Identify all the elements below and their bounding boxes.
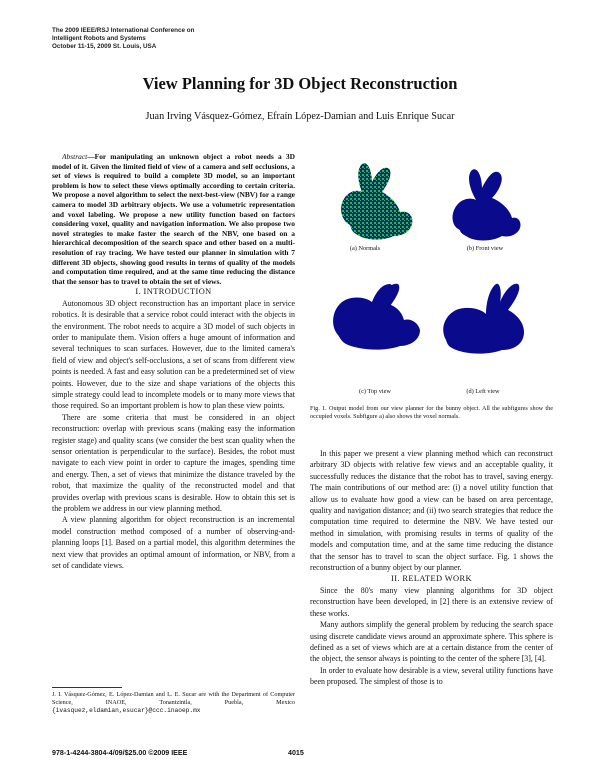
subcaption-c: (c) Top view xyxy=(359,388,391,395)
section-heading-related-work: II. RELATED WORK xyxy=(391,574,472,584)
abstract-label: Abstract xyxy=(62,152,88,161)
conference-header xyxy=(52,27,194,51)
paper-title: View Planning for 3D Object Reconstruction xyxy=(142,74,458,93)
bunny-top-view xyxy=(333,284,420,350)
isbn-line: 978-1-4244-3804-4/09/$25.00 ©2009 IEEE xyxy=(52,749,188,757)
figure-1 xyxy=(310,150,553,400)
paragraph: A view planning algorithm for object reconstruction is an incremental model construction method composed of a number of observing-and-planning loops [1]. Based on a partial model, this algorithm determines the next view that provides an optimal amount of information, or NBV, from a set of candidate views. xyxy=(52,515,295,571)
abstract xyxy=(52,152,295,286)
conference-line: The 2009 IEEE/RSJ International Conference on xyxy=(52,27,195,34)
bunny-normals-view xyxy=(341,163,412,239)
paragraph: Many authors simplify the general problem by reducing the search space using discrete candidate views around an approximate sphere. This sphere is defined as a set of views which are at a certain distance from the center of the object, the sensor always is pointing to the center of the sphere [3], [4]. xyxy=(310,620,553,664)
section-heading-introduction: I. INTRODUCTION xyxy=(135,287,212,297)
paragraph: Autonomous 3D object reconstruction has an important place in service robotics. It is desirable that a service robot could interact with the objects in the environment. The robot needs to acquire a 3D model of such objects in order to manipulate them. Vision offers a huge amount of information and several techniques to scan surfaces. However, due to the limited camera's field of view and object's self-occlusions, a set of scans from different view points is needed. A fast and easy solution can be a predetermined set of view points. However, due to the size and shape variations of the objects this simple strategy could lead to incomplete models or to many more views that those required. So an important problem is how to plan these view points. xyxy=(52,298,295,411)
paragraph: In this paper we present a view planning method which can reconstruct arbitrary 3D objects with relative few views and an acceptable quality, it successfully reduces the distance that the robot has to travel, saving energy. The main contributions of our method are: (i) a novel utility function that allow us to evaluate how good a view can be based on area percentage, quality and navigation distance; and (ii) two search strategies that reduce the computation time required to determine the NBV. We have tested our method in simulation, with promising results in terms of quality of the models and computation time, and at the same time reducing the distance that the sensor has to travel to scan the object surface. Fig. 1 shows the reconstruction of a bunny object by our planner. xyxy=(310,449,553,573)
abstract-text: —For manipulating an unknown object a robot needs a 3D model of it. Given the limited field of view of a camera and self occlusions, a set of views is required to build a complete 3D model, so an important problem is how to select these views optimally according to certain criteria. We propose a novel algorithm to select the next-best-view (NBV) for a range camera to model 3D arbitrary objects. We use a volumetric representation and voxel labeling. We propose a new utility function based on factors considering voxel, quality and navigation information. We also propose two novel strategies to make faster the search of the NBV, one based on a hierarchical decomposition of the search space and other based on a multi-resolution of ray tracing. We have tested our planner in simulation with 7 different 3D objects, showing good results in terms of quality of the models and computation time required, and at the same time reducing the distance that the sensor has to travel to obtain the set of views. xyxy=(52,152,295,286)
footnote-emails: {ivasquez,eldamian,esucar}@ccc.inaoep.mx xyxy=(52,707,201,714)
conference-line: October 11-15, 2009 St. Louis, USA xyxy=(52,43,157,50)
bunny-left-view xyxy=(443,284,524,354)
paragraph: There are some criteria that must be considered in an object reconstruction: overlap with previous scans (making easy the information register stage) and quality scans (we consider the best scan quality when the sensor orientation is perpendicular to the surface). Besides, the robot must navigate to each view point in order to capture the images, spending time and energy. Then, a set of views that minimize the distance traveled by the robot, that maximize the quality of the reconstructed model and that provides overlap with previous scans is desirable. How to obtain this set is the problem we address in our view planning method. xyxy=(52,412,295,514)
right-column xyxy=(310,448,553,688)
conference-line: Intelligent Robots and Systems xyxy=(52,35,146,42)
subcaption-a: (a) Normals xyxy=(349,245,381,252)
paragraph: Since the 80's many view planning algorithms for 3D object reconstruction have been developed, in [2] there is an extensive review of these works. xyxy=(310,585,553,618)
figure-caption: Fig. 1. Output model from our view planner for the bunny object. All the subfigures show the occupied voxels. Subfigure a) also shows the voxel normals. xyxy=(310,405,553,421)
footnote-rule xyxy=(52,687,122,688)
footnote xyxy=(52,687,295,715)
subcaption-d: (d) Left view xyxy=(466,388,500,395)
author-list: Juan Irving Vásquez-Gómez, Efraín López-Damian and Luis Enrique Sucar xyxy=(145,111,455,122)
bunny-front-view xyxy=(453,169,521,240)
left-column xyxy=(52,152,295,571)
paragraph: In order to evaluate how desirable is a view, several utility functions have been proposed. The simplest of those is to xyxy=(310,665,553,687)
footnote-text: J. I. Vásquez-Gómez, E. López-Damian and L. E. Sucar are with the Department of Computer Science, INAOE, Tonantzintla, Puebla, Mexico xyxy=(52,691,295,706)
figure-1-graphic xyxy=(310,150,553,400)
page-number: 4015 xyxy=(288,749,304,757)
subcaption-b: (b) Front view xyxy=(466,245,504,252)
